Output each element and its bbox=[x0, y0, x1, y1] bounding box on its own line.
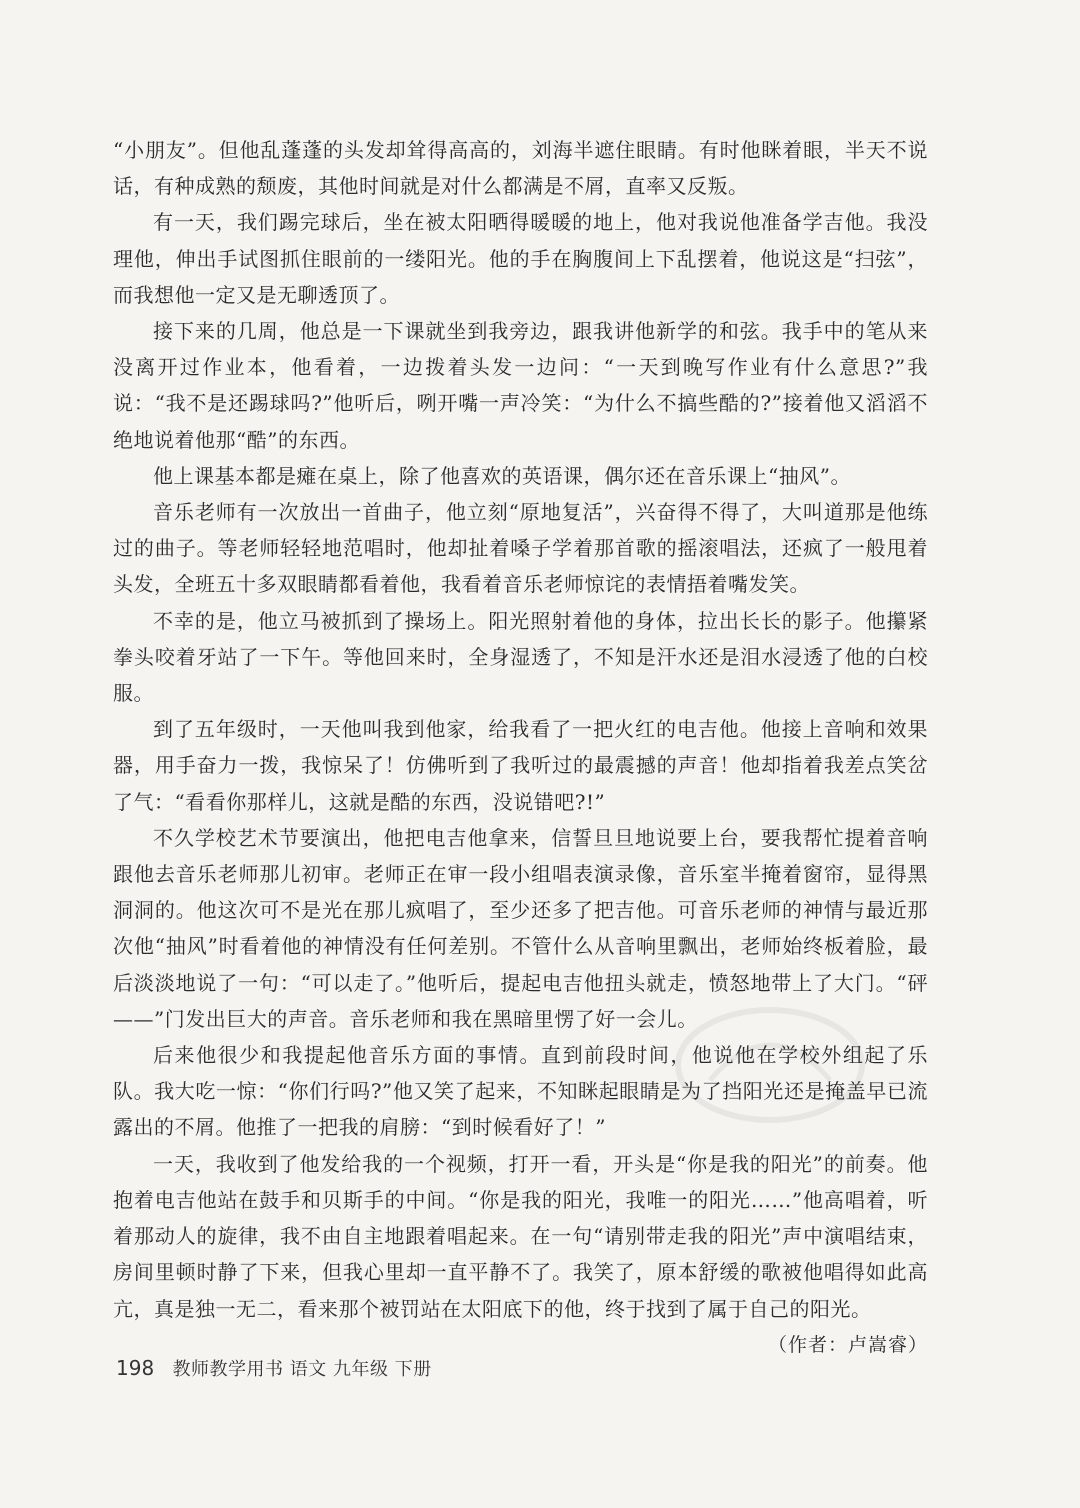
page-number: 198 bbox=[116, 1356, 155, 1380]
paragraph-2: 有一天，我们踢完球后，坐在被太阳晒得暖暖的地上，他对我说他准备学吉他。我没理他，伸出手试图抓住眼前的一缕阳光。他的手在胸腹间上下乱摆着，他说这是“扫弦”，而我想他一定又是无聊透顶了。 bbox=[113, 210, 928, 307]
paragraph-10: 一天，我收到了他发给我的一个视频，打开一看，开头是“你是我的阳光”的前奏。他抱着电吉他站在鼓手和贝斯手的中间。“你是我的阳光，我唯一的阳光……”他高唱着，听着那动人的旋律，我不由自主地跟着唱起来。在一句“请别带走我的阳光”声中演唱结束，房间里顿时静了下来，但我心里却一直平静不了。我笑了，原本舒缓的歌被他唱得如此高亢，真是独一无二，看来那个被罚站在太阳底下的他，终于找到了属于自己的阳光。 bbox=[113, 1151, 928, 1321]
page-footer bbox=[116, 1356, 432, 1382]
paragraph-8: 不久学校艺术节要演出，他把电吉他拿来，信誓旦旦地说要上台，要我帮忙提着音响跟他去音乐老师那儿初审。老师正在审一段小组唱表演录像，音乐室半掩着窗帘，显得黑洞洞的。他这次可不是光在那儿疯唱了，至少还多了把吉他。可音乐老师的神情与最近那次他“抽风”时看着他的神情没有任何差别。不管什么从音响里飘出，老师始终板着脸，最后淡淡地说了一句：“可以走了。”他听后，提起电吉他扭头就走，愤怒地带上了大门。“砰——”门发出巨大的声音。音乐老师和我在黑暗里愣了好一会儿。 bbox=[113, 825, 928, 1031]
article-body bbox=[113, 132, 928, 1363]
author-credit: （作者：卢嵩睿） bbox=[767, 1333, 928, 1356]
paragraph-1: “小朋友”。但他乱蓬蓬的头发却耸得高高的，刘海半遮住眼睛。有时他眯着眼，半天不说话，有种成熟的颓废，其他时间就是对什么都满是不屑，直率又反叛。 bbox=[113, 138, 928, 199]
paragraph-7: 到了五年级时，一天他叫我到他家，给我看了一把火红的电吉他。他接上音响和效果器，用手奋力一拨，我惊呆了！仿佛听到了我听过的最震撼的声音！他却指着我差点笑岔了气：“看看你那样儿，这就是酷的东西，没说错吧?!” bbox=[113, 717, 928, 814]
book-title: 教师教学用书 语文 九年级 下册 bbox=[172, 1359, 432, 1380]
paragraph-9: 后来他很少和我提起他音乐方面的事情。直到前段时间，他说他在学校外组起了乐队。我大吃一惊：“你们行吗?”他又笑了起来，不知眯起眼睛是为了挡阳光还是掩盖早已流露出的不屑。他推了一把我的肩膀：“到时候看好了！” bbox=[113, 1043, 928, 1140]
paragraph-4: 他上课基本都是瘫在桌上，除了他喜欢的英语课，偶尔还在音乐课上“抽风”。 bbox=[153, 463, 851, 488]
paragraph-5: 音乐老师有一次放出一首曲子，他立刻“原地复活”，兴奋得不得了，大叫道那是他练过的曲子。等老师轻轻地范唱时，他却扯着嗓子学着那首歌的摇滚唱法，还疯了一般甩着头发，全班五十多双眼睛都看着他，我看着音乐老师惊诧的表情捂着嘴发笑。 bbox=[113, 500, 928, 597]
paragraph-3: 接下来的几周，他总是一下课就坐到我旁边，跟我讲他新学的和弦。我手中的笔从来没离开过作业本，他看着，一边拨着头发一边问：“一天到晚写作业有什么意思?”我说：“我不是还踢球吗?”他听后，咧开嘴一声冷笑：“为什么不搞些酷的?”接着他又滔滔不绝地说着他那“酷”的东西。 bbox=[113, 319, 928, 452]
paragraph-6: 不幸的是，他立马被抓到了操场上。阳光照射着他的身体，拉出长长的影子。他攥紧拳头咬着牙站了一下午。等他回来时，全身湿透了，不知是汗水还是泪水浸透了他的白校服。 bbox=[113, 608, 928, 706]
